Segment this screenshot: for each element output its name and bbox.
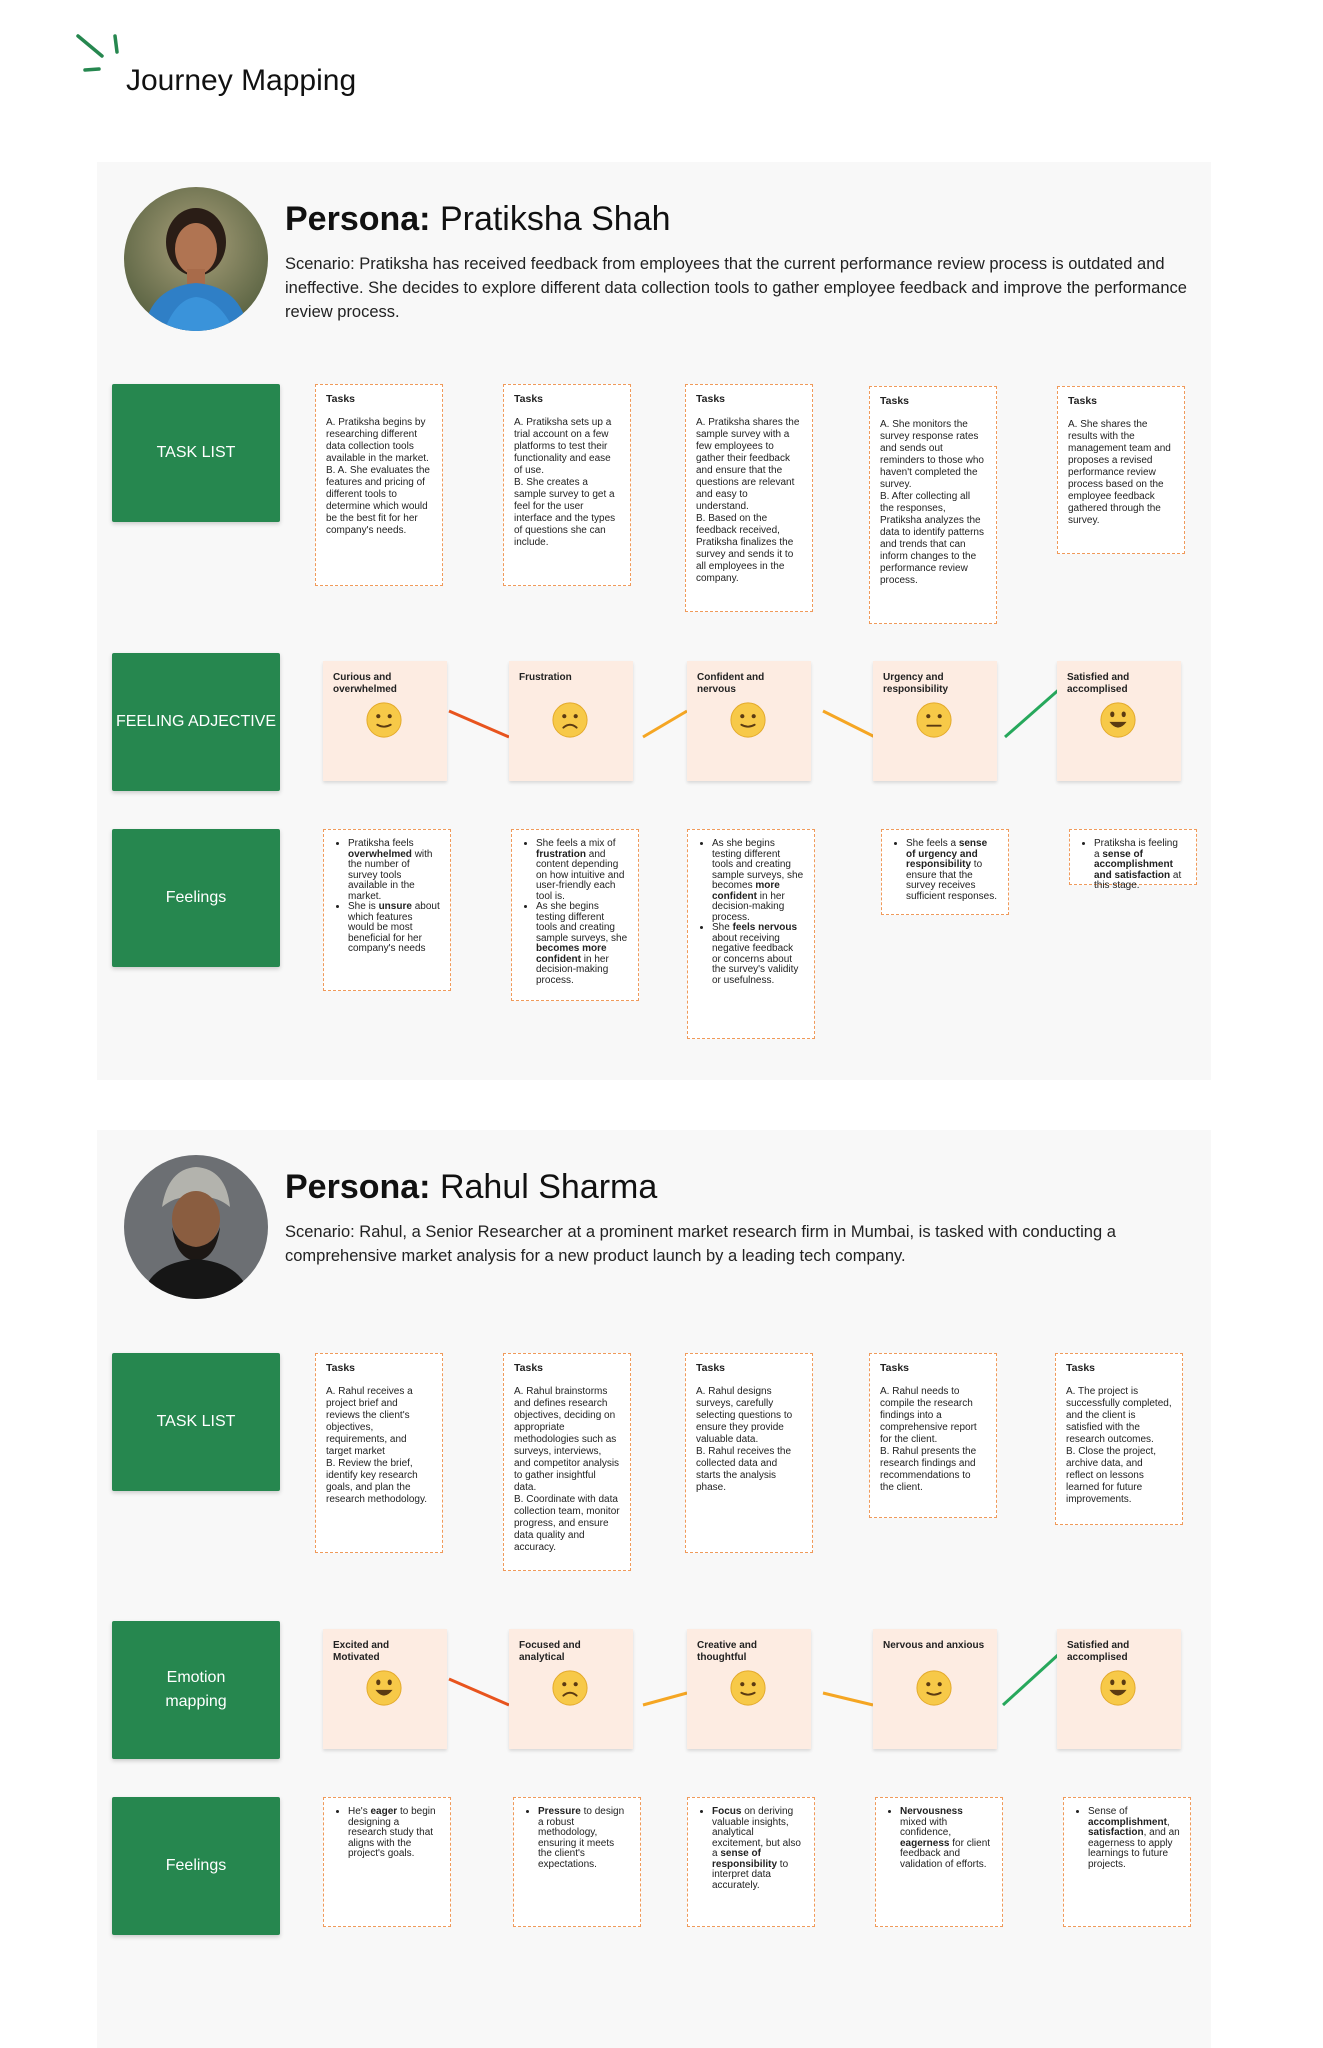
feelings-card	[881, 829, 1009, 915]
feelings-list	[526, 1807, 630, 1870]
persona-title	[285, 200, 671, 239]
feelings-card	[511, 829, 639, 1001]
feeling-emphasis: sense of responsibility	[712, 1848, 778, 1870]
persona-section-rahul	[97, 1130, 1211, 2048]
task-heading: Tasks	[326, 1362, 355, 1374]
feeling-text: about receiving negative feedback or concerns about the survey's validity or usefulness.	[712, 932, 799, 986]
feeling-emphasis: Focus	[712, 1806, 742, 1817]
sparkle-icon	[74, 32, 124, 80]
feeling-bullet	[1088, 1807, 1180, 1870]
feeling-bullet	[536, 839, 628, 902]
feeling-text: for client feedback and validation of efforts.	[900, 1837, 991, 1870]
feeling-bullet	[348, 839, 440, 902]
emotion-label: Curious and overwhelmed	[333, 672, 397, 695]
scenario-text: Scenario: Pratiksha has received feedback from employees that the current performance review process is outdated and ineffective. She decides to explore different data collection tools to gather employee feedback and improve the performance review process.	[285, 255, 1187, 321]
persona-name: Rahul Sharma	[439, 1168, 658, 1206]
task-body: A. Rahul receives a project brief and reviews the client's objectives, requirements, and target market B. Review the brief, identify key research goals, and plan the research methodology.	[326, 1386, 427, 1505]
feeling-text: As she begins testing different tools and creating sample surveys, she	[536, 901, 628, 944]
feeling-emphasis: accomplishment	[1088, 1816, 1167, 1828]
avatar	[124, 187, 268, 331]
task-heading: Tasks	[696, 1362, 725, 1374]
task-card	[685, 384, 813, 612]
emotion-card	[1057, 1629, 1181, 1749]
emotion-label: Frustration	[519, 672, 572, 683]
persona-label: Persona:	[285, 200, 431, 238]
feelings-list	[524, 839, 628, 986]
feeling-text: at this stage.	[1094, 869, 1182, 891]
neutral-smile-face-icon	[729, 701, 767, 739]
feeling-text: As she begins testing different tools and creating sample surveys, she becomes	[712, 838, 804, 891]
emotion-label: Creative and thoughtful	[697, 1640, 758, 1663]
connector-line	[1003, 1654, 1059, 1705]
page-title: Journey Mapping	[126, 64, 357, 97]
task-card	[685, 1353, 813, 1553]
emotion-label: Focused and analytical	[519, 1640, 581, 1663]
feeling-emphasis: overwhelmed	[348, 848, 412, 860]
feelings-list	[894, 839, 998, 902]
row-label-feelings: Feelings	[112, 829, 280, 967]
feeling-emphasis: Pressure	[538, 1806, 581, 1817]
emotion-card	[873, 1629, 997, 1749]
frown-face-icon	[551, 701, 589, 739]
task-body: A. She shares the results with the management team and proposes a revised performance review process based on the employee feedback gathered through the survey.	[1068, 419, 1171, 526]
feeling-text: with the number of survey tools available in the market.	[348, 848, 433, 902]
feeling-text: She is	[348, 901, 379, 912]
task-body: A. Rahul designs surveys, carefully selecting questions to ensure they provide valuable data. B. Rahul receives the collected data and starts the analysis phase.	[696, 1386, 793, 1493]
neutral-smile-face-icon	[365, 701, 403, 739]
emotion-label: Satisfied and accomplised	[1067, 1640, 1130, 1663]
feeling-text: Sense of	[1088, 1806, 1128, 1817]
feelings-list	[700, 1807, 804, 1891]
feeling-emphasis: sense of accomplishment and satisfaction	[1094, 848, 1173, 881]
feeling-text: He's	[348, 1806, 371, 1817]
feeling-text: Pratiksha feels	[348, 838, 414, 849]
feeling-text: about which features would be most beneficial for her company's needs	[348, 901, 440, 954]
feeling-emphasis: Nervousness	[900, 1806, 963, 1817]
feelings-card	[687, 1797, 815, 1927]
avatar	[124, 1155, 268, 1299]
feeling-text: to begin designing a research study that aligns with the project's goals.	[348, 1806, 436, 1859]
task-heading: Tasks	[696, 393, 725, 405]
row-label-emotions: FEELING ADJECTIVE	[112, 653, 280, 791]
feeling-bullet	[712, 923, 804, 986]
feeling-text: and content depending on how intuitive and user-friendly each tool is.	[536, 848, 625, 902]
feeling-bullet	[900, 1807, 992, 1870]
feeling-bullet	[536, 902, 628, 986]
emotion-card	[873, 661, 997, 781]
feeling-text: to interpret data accurately.	[712, 1858, 789, 1891]
frown-face-icon	[551, 1669, 589, 1707]
connector-line	[1005, 686, 1063, 737]
task-heading: Tasks	[1068, 395, 1097, 407]
feelings-list	[336, 839, 440, 955]
feeling-bullet	[906, 839, 998, 902]
feelings-list	[700, 839, 804, 986]
task-body: A. Rahul needs to compile the research findings into a comprehensive report for the client. B. Rahul presents the research findings and recommendations to the client.	[880, 1386, 977, 1493]
emotion-card	[687, 1629, 811, 1749]
task-heading: Tasks	[880, 1362, 909, 1374]
feelings-list	[336, 1807, 440, 1860]
scenario-text: Scenario: Rahul, a Senior Researcher at a prominent market research firm in Mumbai, is tasked with conducting a comprehensive market analysis for a new product launch by a leading tech company.	[285, 1223, 1116, 1265]
row-label-tasks: TASK LIST	[112, 1353, 280, 1491]
feeling-bullet	[348, 1807, 440, 1860]
task-body: A. Pratiksha begins by researching different data collection tools available in the market. B. A. She evaluates the features and pricing of different tools to determine which would be the best fit for her company's needs.	[326, 417, 430, 536]
feeling-text: She feels a	[906, 838, 959, 849]
emotion-card	[323, 661, 447, 781]
feelings-card	[1069, 829, 1197, 891]
feeling-bullet	[538, 1807, 630, 1870]
feeling-emphasis: unsure	[378, 901, 412, 912]
feeling-emphasis: frustration	[536, 848, 586, 860]
feelings-card	[323, 1797, 451, 1927]
feeling-text: to design a robust methodology, ensuring it meets the client's expectations.	[538, 1806, 625, 1870]
persona-photo	[124, 187, 268, 331]
task-body: A. Pratiksha shares the sample survey with a few employees to gather their feedback and ensure that the questions are relevant and easy to understand. B. Based on the feedback received, Pratiksha finalizes the survey and sends it to all employees in the company.	[696, 417, 800, 584]
task-heading: Tasks	[514, 1362, 543, 1374]
task-card	[869, 386, 997, 624]
emotion-label: Excited and Motivated	[333, 1640, 390, 1663]
feeling-text: in her decision-making process.	[712, 890, 785, 923]
task-body: A. Rahul brainstorms and defines research objectives, deciding on appropriate methodologies such as surveys, interviews, and competitor analysis to gather insightful data. B. Coordinate with data collection team, monitor progress, and ensure data quality and accuracy.	[514, 1386, 620, 1553]
connector-line	[449, 711, 509, 737]
feelings-card	[1063, 1797, 1191, 1927]
feelings-card	[323, 829, 451, 991]
big-smile-face-icon	[1099, 1669, 1137, 1707]
emotion-card	[687, 661, 811, 781]
task-card	[869, 1353, 997, 1518]
task-heading: Tasks	[880, 395, 909, 407]
feeling-bullet	[712, 839, 804, 923]
feeling-emphasis: eager	[370, 1806, 398, 1817]
feeling-text: mixed with confidence,	[900, 1816, 952, 1838]
feelings-card	[687, 829, 815, 1039]
persona-title	[285, 1168, 657, 1207]
task-card	[1055, 1353, 1183, 1525]
emotion-card	[509, 661, 633, 781]
task-body: A. Pratiksha sets up a trial account on a few platforms to test their functionality and ease of use. B. She creates a sample survey to get a feel for the user interface and the types of questions she can include.	[514, 417, 616, 548]
feeling-text: She	[712, 922, 733, 933]
neutral-face-icon	[915, 701, 953, 739]
connector-line	[643, 711, 687, 737]
feeling-bullet	[348, 902, 440, 955]
feeling-text: , and an eagerness to apply learnings to future projects.	[1088, 1827, 1180, 1870]
emotion-label: Nervous and anxious	[883, 1640, 985, 1651]
emotion-label: Confident and nervous	[697, 672, 765, 695]
task-card	[315, 384, 443, 586]
emotion-label: Satisfied and accomplised	[1067, 672, 1130, 695]
emotion-label: Urgency and responsibility	[883, 672, 949, 695]
feeling-emphasis: feels nervous	[732, 922, 798, 933]
task-card	[315, 1353, 443, 1553]
task-heading: Tasks	[514, 393, 543, 405]
feelings-list	[1082, 839, 1186, 892]
task-heading: Tasks	[326, 393, 355, 405]
feeling-text: Pratiksha is feeling a	[1094, 838, 1178, 860]
feeling-emphasis: becomes more confident	[536, 943, 607, 965]
connector-line	[823, 1693, 873, 1705]
feeling-text: ,	[1166, 1816, 1170, 1828]
feeling-emphasis: sense of urgency and responsibility	[906, 838, 988, 870]
feeling-emphasis: eagerness	[900, 1837, 950, 1849]
neutral-smile-face-icon	[915, 1669, 953, 1707]
connector-line	[449, 1679, 509, 1705]
connector-line	[823, 711, 875, 737]
emotion-card	[1057, 661, 1181, 781]
feeling-text: to ensure that the survey receives sufficient responses.	[906, 859, 997, 902]
big-smile-face-icon	[365, 1669, 403, 1707]
task-heading: Tasks	[1066, 1362, 1095, 1374]
connector-line	[643, 1693, 687, 1705]
feeling-emphasis: satisfaction	[1088, 1827, 1144, 1838]
persona-label: Persona:	[285, 1168, 431, 1206]
big-smile-face-icon	[1099, 701, 1137, 739]
feelings-card	[875, 1797, 1003, 1927]
task-body: A. She monitors the survey response rates and sends out reminders to those who haven't completed the survey. B. After collecting all the responses, Pratiksha analyzes the data to identify patterns and trends that can inform changes to the performance review process.	[880, 419, 984, 586]
feelings-list	[888, 1807, 992, 1870]
feeling-text: She feels a mix of	[536, 838, 616, 849]
feeling-text: on deriving valuable insights, analytical excitement, but also a	[712, 1806, 801, 1859]
row-label-tasks: TASK LIST	[112, 384, 280, 522]
feeling-text: in her decision-making process.	[536, 953, 609, 986]
feeling-bullet	[1094, 839, 1186, 892]
row-label-emotions: Emotion mapping	[112, 1621, 280, 1759]
persona-section-pratiksha	[97, 162, 1211, 1080]
task-body: A. The project is successfully completed, and the client is satisfied with the research outcomes. B. Close the project, archive data, and reflect on lessons learned for future improvements.	[1066, 1386, 1172, 1505]
neutral-smile-face-icon	[729, 1669, 767, 1707]
feelings-list	[1076, 1807, 1180, 1870]
task-card	[503, 1353, 631, 1571]
task-card	[503, 384, 631, 586]
feelings-card	[513, 1797, 641, 1927]
task-card	[1057, 386, 1185, 554]
feeling-emphasis: more confident	[712, 880, 780, 902]
feeling-bullet	[712, 1807, 804, 1891]
row-label-feelings: Feelings	[112, 1797, 280, 1935]
emotion-card	[323, 1629, 447, 1749]
persona-photo	[124, 1155, 268, 1299]
persona-name: Pratiksha Shah	[439, 200, 671, 238]
emotion-card	[509, 1629, 633, 1749]
